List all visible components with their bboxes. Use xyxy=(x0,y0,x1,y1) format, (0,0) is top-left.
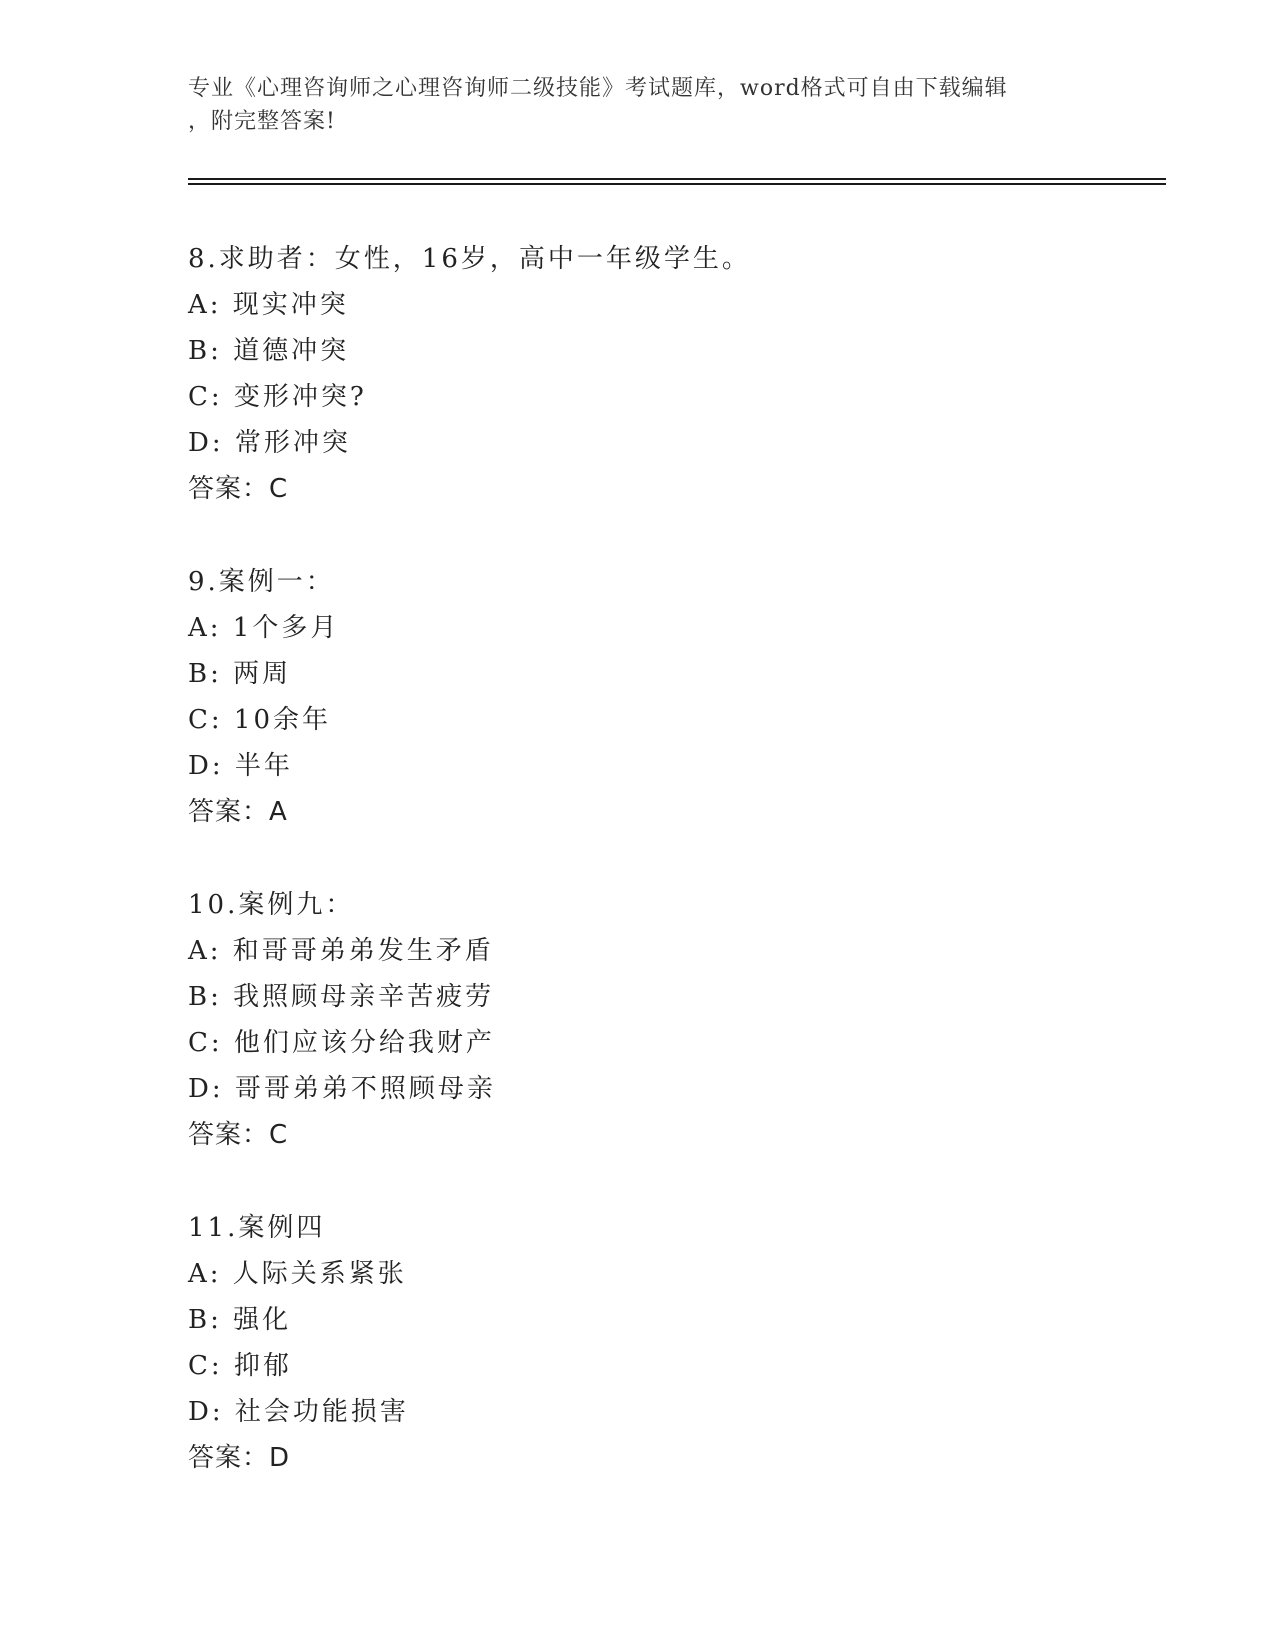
question-8 xyxy=(188,236,1138,512)
option-d: D: 社会功能损害 xyxy=(188,1397,409,1427)
option-b: B: 我照顾母亲辛苦疲劳 xyxy=(188,982,495,1012)
header-line-2: ，附完整答案! xyxy=(188,109,336,134)
answer: 答案：C xyxy=(188,1120,289,1150)
question-stem: 11.案例四 xyxy=(188,1213,326,1243)
question-stem: 9.案例一： xyxy=(188,567,335,597)
answer: 答案：D xyxy=(188,1443,291,1473)
option-b: B: 道德冲突 xyxy=(188,336,350,366)
option-d: D: 常形冲突 xyxy=(188,428,351,458)
header-divider-top xyxy=(188,178,1166,180)
question-stem: 10.案例九： xyxy=(188,890,355,920)
option-c: C: 抑郁 xyxy=(188,1351,292,1381)
document-header xyxy=(188,72,1088,138)
question-10 xyxy=(188,882,1138,1158)
option-a: A: 人际关系紧张 xyxy=(188,1259,407,1289)
option-c: C: 10余年 xyxy=(188,705,332,735)
question-list xyxy=(188,236,1138,1528)
option-c: C: 变形冲突? xyxy=(188,382,367,412)
question-11 xyxy=(188,1205,1138,1481)
option-b: B: 强化 xyxy=(188,1305,292,1335)
answer: 答案：A xyxy=(188,797,288,827)
option-d: D: 半年 xyxy=(188,751,293,781)
option-d: D: 哥哥弟弟不照顾母亲 xyxy=(188,1074,496,1104)
option-a: A: 1个多月 xyxy=(188,613,340,643)
question-9 xyxy=(188,559,1138,835)
option-b: B: 两周 xyxy=(188,659,292,689)
option-a: A: 和哥哥弟弟发生矛盾 xyxy=(188,936,494,966)
answer: 答案：C xyxy=(188,474,289,504)
header-divider-bottom xyxy=(188,183,1166,185)
question-stem: 8.求助者：女性，16岁，高中一年级学生。 xyxy=(188,244,751,274)
option-c: C: 他们应该分给我财产 xyxy=(188,1028,495,1058)
option-a: A: 现实冲突 xyxy=(188,290,349,320)
header-line-1: 专业《心理咨询师之心理咨询师二级技能》考试题库，word格式可自由下载编辑 xyxy=(188,76,1008,101)
